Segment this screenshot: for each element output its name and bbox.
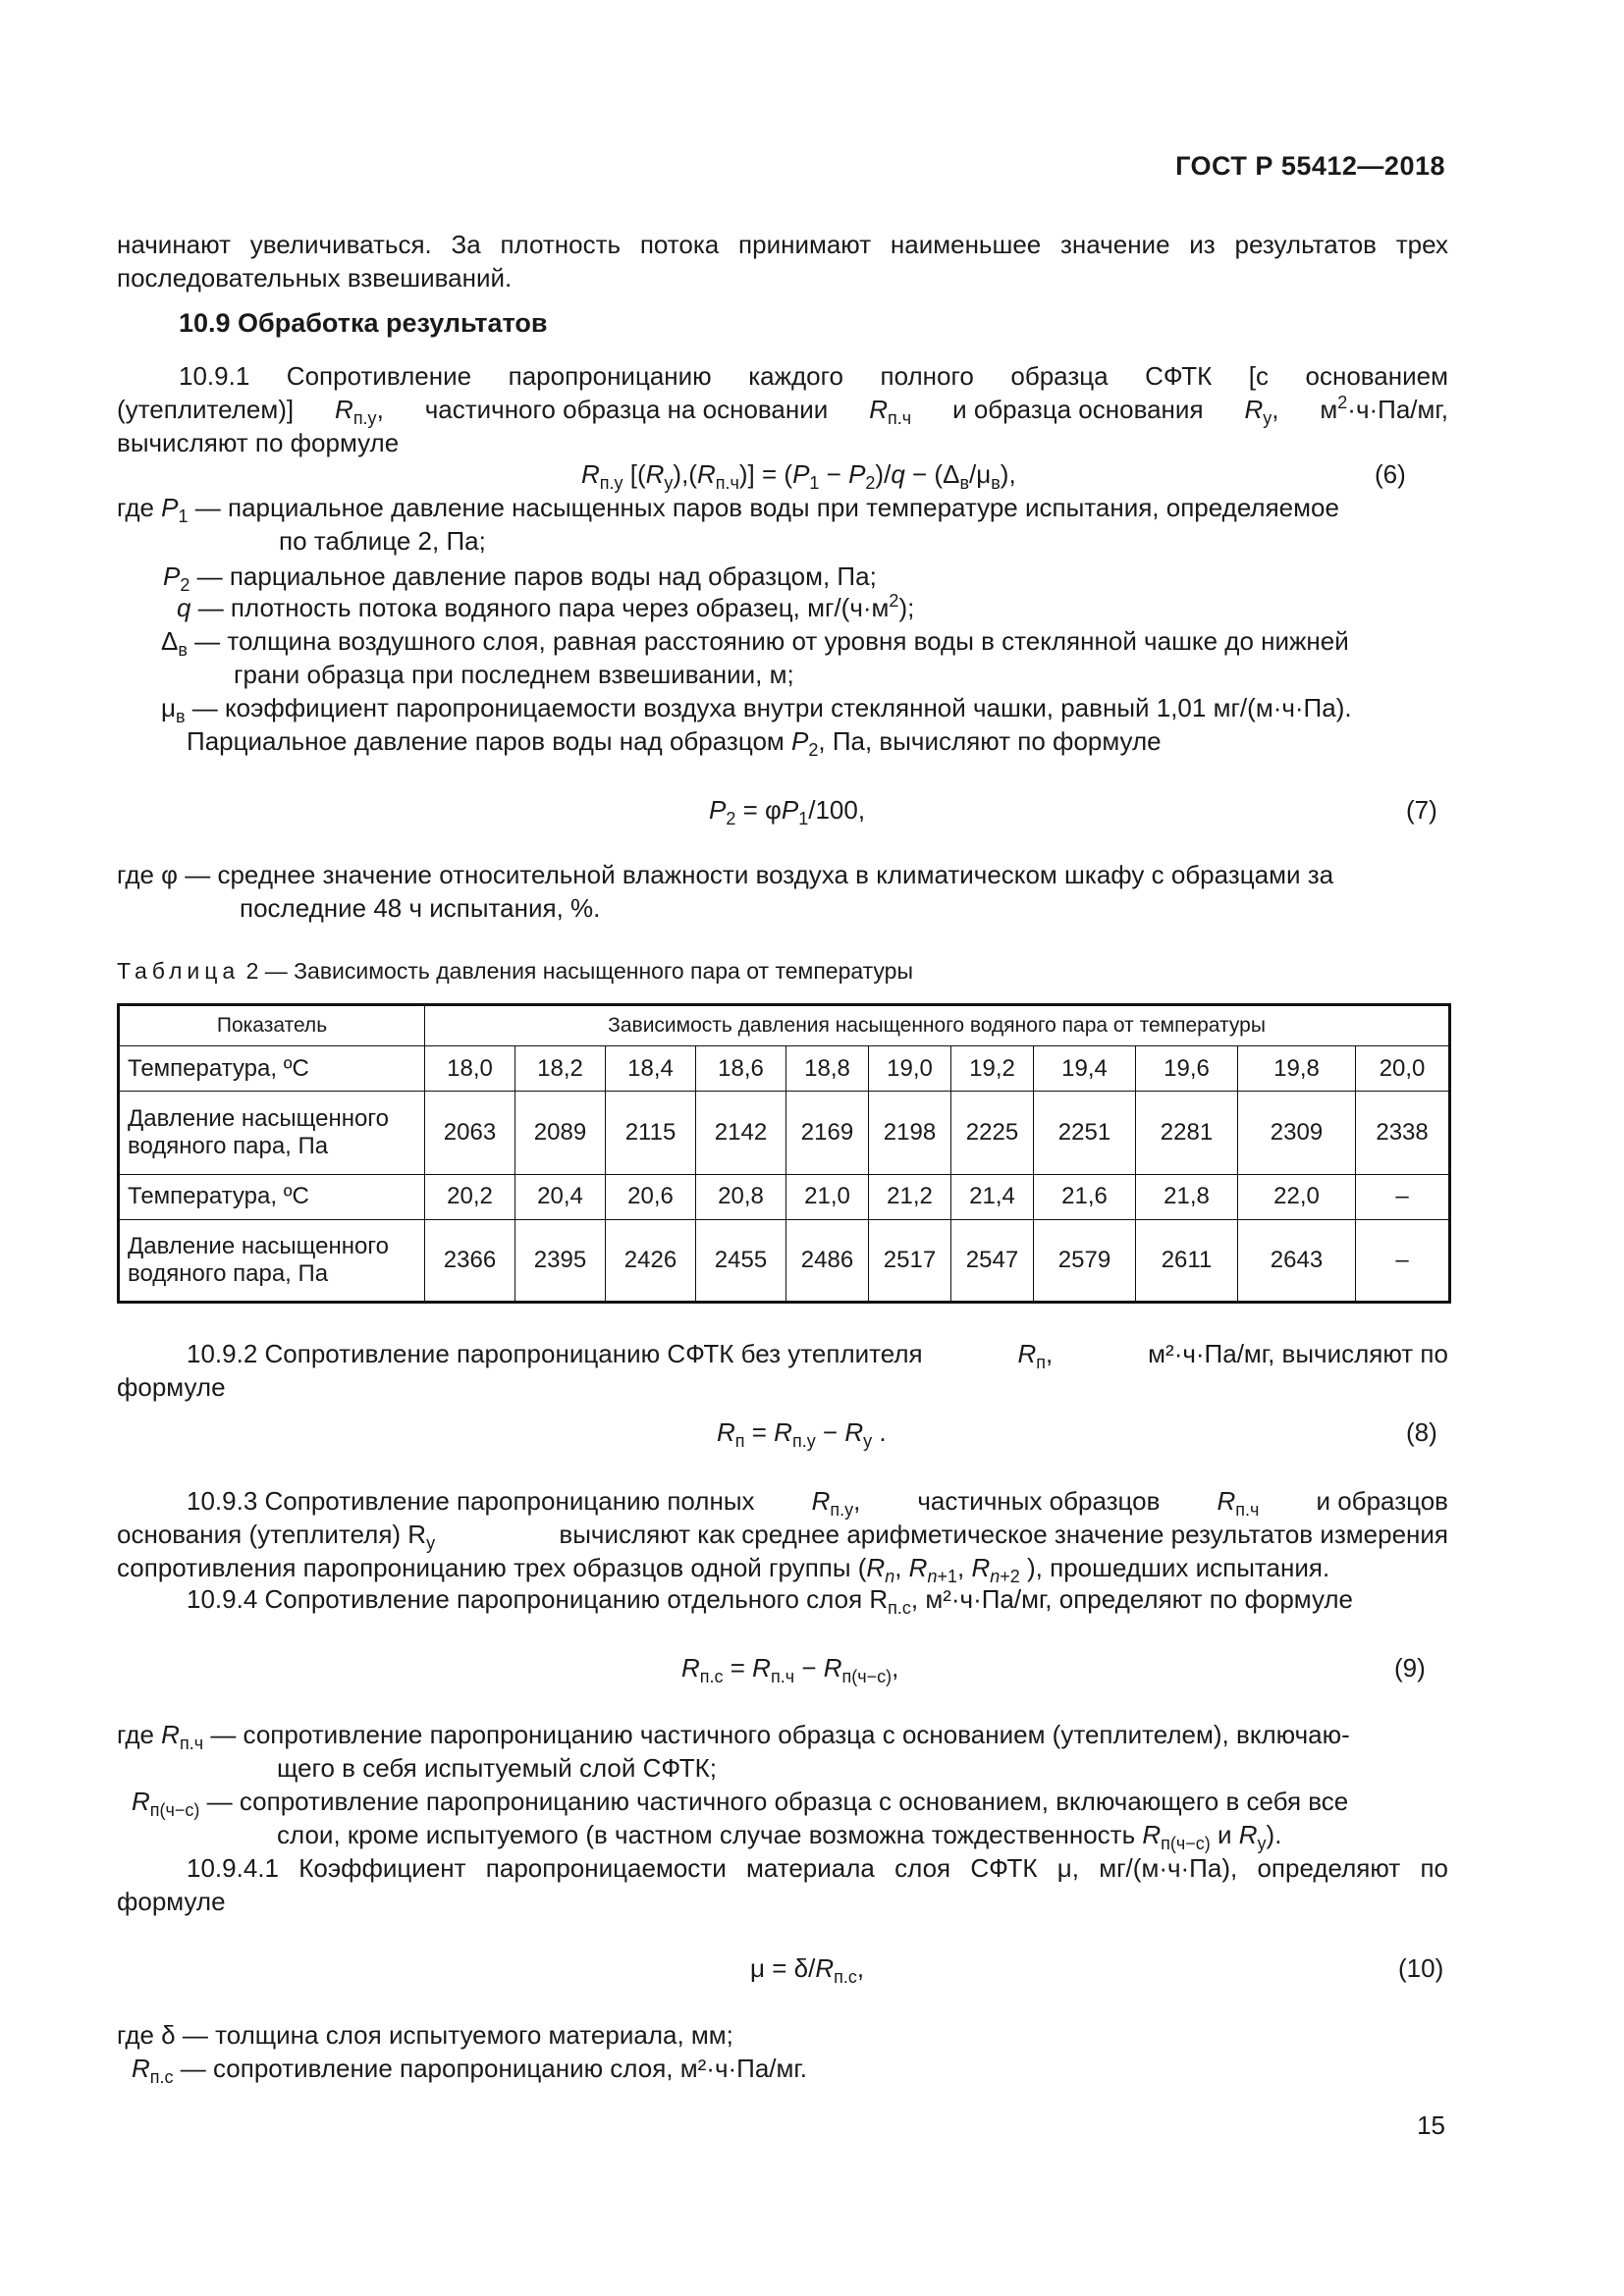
equation-10: $\mu = \delta/R_{п.с}$, [750, 1953, 865, 1987]
table-header-row [119, 1005, 1450, 1046]
table-row-label: Давление насыщенного водяного пара, Па [119, 1092, 425, 1174]
equation-7: $P_2 = \varphi P_1/100$, [709, 795, 866, 828]
intro-line-1: начинают увеличиваться. За плотность потока принимают наименьшее значение из результатов трех [117, 230, 1448, 259]
equation-10-number: (10) [1398, 1953, 1444, 1983]
table-cell: 21,0 [786, 1174, 869, 1219]
table-cell: 2198 [869, 1092, 951, 1174]
table-cell: – [1356, 1174, 1450, 1219]
table-cell: 19,0 [869, 1046, 951, 1092]
table-cell: 20,6 [606, 1174, 696, 1219]
equation-6: $R_{п.у}$ $[(R_у),(R_{п.ч})] = (P_1 - P_2)/q - (\Delta_в/\mu_в)$, [581, 459, 1016, 493]
table-cell: 2115 [606, 1092, 696, 1174]
table-cell: 2309 [1238, 1092, 1356, 1174]
table-cell: 2225 [951, 1092, 1034, 1174]
table-row-label: Температура, ºС [119, 1046, 425, 1092]
table-cell: 2455 [696, 1219, 786, 1302]
pressure-table [117, 1003, 1451, 1304]
table-cell: 2426 [606, 1219, 696, 1302]
table-caption: Таблица 2 — Зависимость давления насыщенного пара от температуры [117, 958, 913, 984]
table-cell: 18,6 [696, 1046, 786, 1092]
table-cell: 20,8 [696, 1174, 786, 1219]
table-row-label: Температура, ºС [119, 1174, 425, 1219]
where10-delta: где δ — толщина слоя испытуемого материала, мм; [117, 2020, 733, 2050]
table-cell: 2486 [786, 1219, 869, 1302]
p1092-line-1: 10.9.2 Сопротивление паропроницанию СФТК без утеплителя $R_п$, м²·ч·Па/мг, вычисляют по [187, 1339, 1448, 1372]
partial-pressure-paragraph: Парциальное давление паров воды над образцом $P_2$, Па, вычисляют по формуле [187, 726, 1162, 760]
table-row-label: Давление насыщенного водяного пара, Па [119, 1219, 425, 1302]
table-cell: 2089 [515, 1092, 606, 1174]
table-cell: 20,4 [515, 1174, 606, 1219]
p1091-line-1: 10.9.1 Сопротивление паропроницанию каждого полного образца СФТК [с основанием [179, 361, 1448, 391]
table-cell: 19,2 [951, 1046, 1034, 1092]
p1092-line-2: формуле [117, 1372, 226, 1402]
table-cell: 2169 [786, 1092, 869, 1174]
table-row [119, 1174, 1450, 1219]
table-cell: 2281 [1136, 1092, 1238, 1174]
intro-line-2: последовательных взвешиваний. [117, 263, 513, 293]
equation-9: $R_{п.с} = R_{п.ч} - R_{п(ч-с)}$, [681, 1653, 899, 1686]
where7-line-1: где φ — среднее значение относительной влажности воздуха в климатическом шкафу с образцами за [117, 860, 1334, 889]
table-cell: 2142 [696, 1092, 786, 1174]
section-heading: 10.9 Обработка результатов [179, 308, 548, 338]
table-cell: 21,6 [1034, 1174, 1136, 1219]
table-row [119, 1219, 1450, 1302]
where6-p2: $P_2$ — парциальное давление паров воды над образцом, Па; [163, 561, 877, 595]
table-cell: 19,6 [1136, 1046, 1238, 1092]
where7-line-2: последние 48 ч испытания, %. [240, 893, 601, 923]
where6-p1: где $P_1$ — парциальное давление насыщенных паров воды при температуре испытания, определяемое [117, 493, 1339, 526]
table-cell: 21,4 [951, 1174, 1034, 1219]
table-cell: 2611 [1136, 1219, 1238, 1302]
p1093-line-2: основания (утеплителя) $R_у$ вычисляют как среднее арифметическое значение результатов измерения [117, 1520, 1448, 1553]
table-cell: 18,2 [515, 1046, 606, 1092]
table-cell: 2338 [1356, 1092, 1450, 1174]
where6-delta-cont: грани образца при последнем взвешивании, м; [234, 660, 794, 689]
p1091-line-2: (утеплителем)] $R_{п.у}$, частичного образца на основании $R_{п.ч}$ и образца основания $R_у$, $м^2\cdot ч\cdot Па/мг$, [117, 393, 1448, 428]
where9-a-cont: щего в себя испытуемый слой СФТК; [277, 1753, 717, 1783]
where9-b: $R_{п(ч-с)}$ — сопротивление паропроницанию частичного образца с основанием, включающего в себя все [132, 1787, 1349, 1820]
equation-7-number: (7) [1406, 795, 1437, 825]
document-header: ГОСТ Р 55412—2018 [1175, 151, 1445, 181]
where6-p1-cont: по таблице 2, Па; [279, 526, 486, 556]
table-cell: 21,2 [869, 1174, 951, 1219]
page-number: 15 [1417, 2110, 1445, 2140]
table-row [119, 1092, 1450, 1174]
where6-mu: $\mu_в$ — коэффициент паропроницаемости воздуха внутри стеклянной чашки, равный 1,01 мг/(м·ч·Па). [161, 693, 1352, 726]
equation-6-number: (6) [1375, 459, 1406, 489]
table-cell: 2251 [1034, 1092, 1136, 1174]
table-cell: – [1356, 1219, 1450, 1302]
table-cell: 19,8 [1238, 1046, 1356, 1092]
table-cell: 2517 [869, 1219, 951, 1302]
where6-delta: $\Delta_в$ — толщина воздушного слоя, равная расстоянию от уровня воды в стеклянной чашке до нижней [161, 626, 1349, 660]
table-cell: 21,8 [1136, 1174, 1238, 1219]
where9-b-cont: слои, кроме испытуемого (в частном случае возможна тождественность $R_{п(ч-с)}$ и $R_у$). [277, 1820, 1282, 1853]
table-cell: 2547 [951, 1219, 1034, 1302]
table-cell: 2063 [425, 1092, 515, 1174]
p1093-line-3: сопротивления паропроницанию трех образцов одной группы ($R_n$, $R_{n+1}$, $R_{n+2}$ ), прошедших испытания. [117, 1553, 1330, 1586]
table-cell: 18,4 [606, 1046, 696, 1092]
table-cell: 20,2 [425, 1174, 515, 1219]
table-cell: 2395 [515, 1219, 606, 1302]
table-cell: 22,0 [1238, 1174, 1356, 1219]
p10941-line-2: формуле [117, 1887, 226, 1916]
p1093-line-1: 10.9.3 Сопротивление паропроницанию полных $R_{п.у}$, частичных образцов $R_{п.ч}$ и образцов [187, 1486, 1448, 1520]
p1094-line-1: 10.9.4 Сопротивление паропроницанию отдельного слоя $R_{п.с}$, м²·ч·Па/мг, определяют по формуле [187, 1584, 1354, 1618]
table-cell: 2579 [1034, 1219, 1136, 1302]
equation-8: $R_п = R_{п.у} - R_у$ . [717, 1417, 887, 1451]
table-cell: 18,0 [425, 1046, 515, 1092]
equation-9-number: (9) [1394, 1653, 1426, 1682]
p10941-line-1: 10.9.4.1 Коэффициент паропроницаемости материала слоя СФТК μ, мг/(м·ч·Па), определяют по [187, 1853, 1448, 1883]
table-cell: 18,8 [786, 1046, 869, 1092]
where9-a: где $R_{п.ч}$ — сопротивление паропроницанию частичного образца с основанием (утеплителем), включаю- [117, 1720, 1350, 1753]
table-cell: 2366 [425, 1219, 515, 1302]
table-row [119, 1046, 1450, 1092]
equation-8-number: (8) [1406, 1417, 1437, 1447]
table-cell: 19,4 [1034, 1046, 1136, 1092]
where6-q: q — плотность потока водяного пара через образец, $мг/(ч\cdot м^2)$; [177, 591, 915, 622]
where10-r: $R_{п.с}$ — сопротивление паропроницанию слоя, м²·ч·Па/мг. [132, 2054, 807, 2087]
table-cell: 2643 [1238, 1219, 1356, 1302]
table-header-cell: Зависимость давления насыщенного водяного пара от температуры [425, 1005, 1450, 1046]
p1091-line-3: вычисляют по формуле [117, 428, 400, 457]
table-cell: 20,0 [1356, 1046, 1450, 1092]
table-header-cell: Показатель [119, 1005, 425, 1046]
